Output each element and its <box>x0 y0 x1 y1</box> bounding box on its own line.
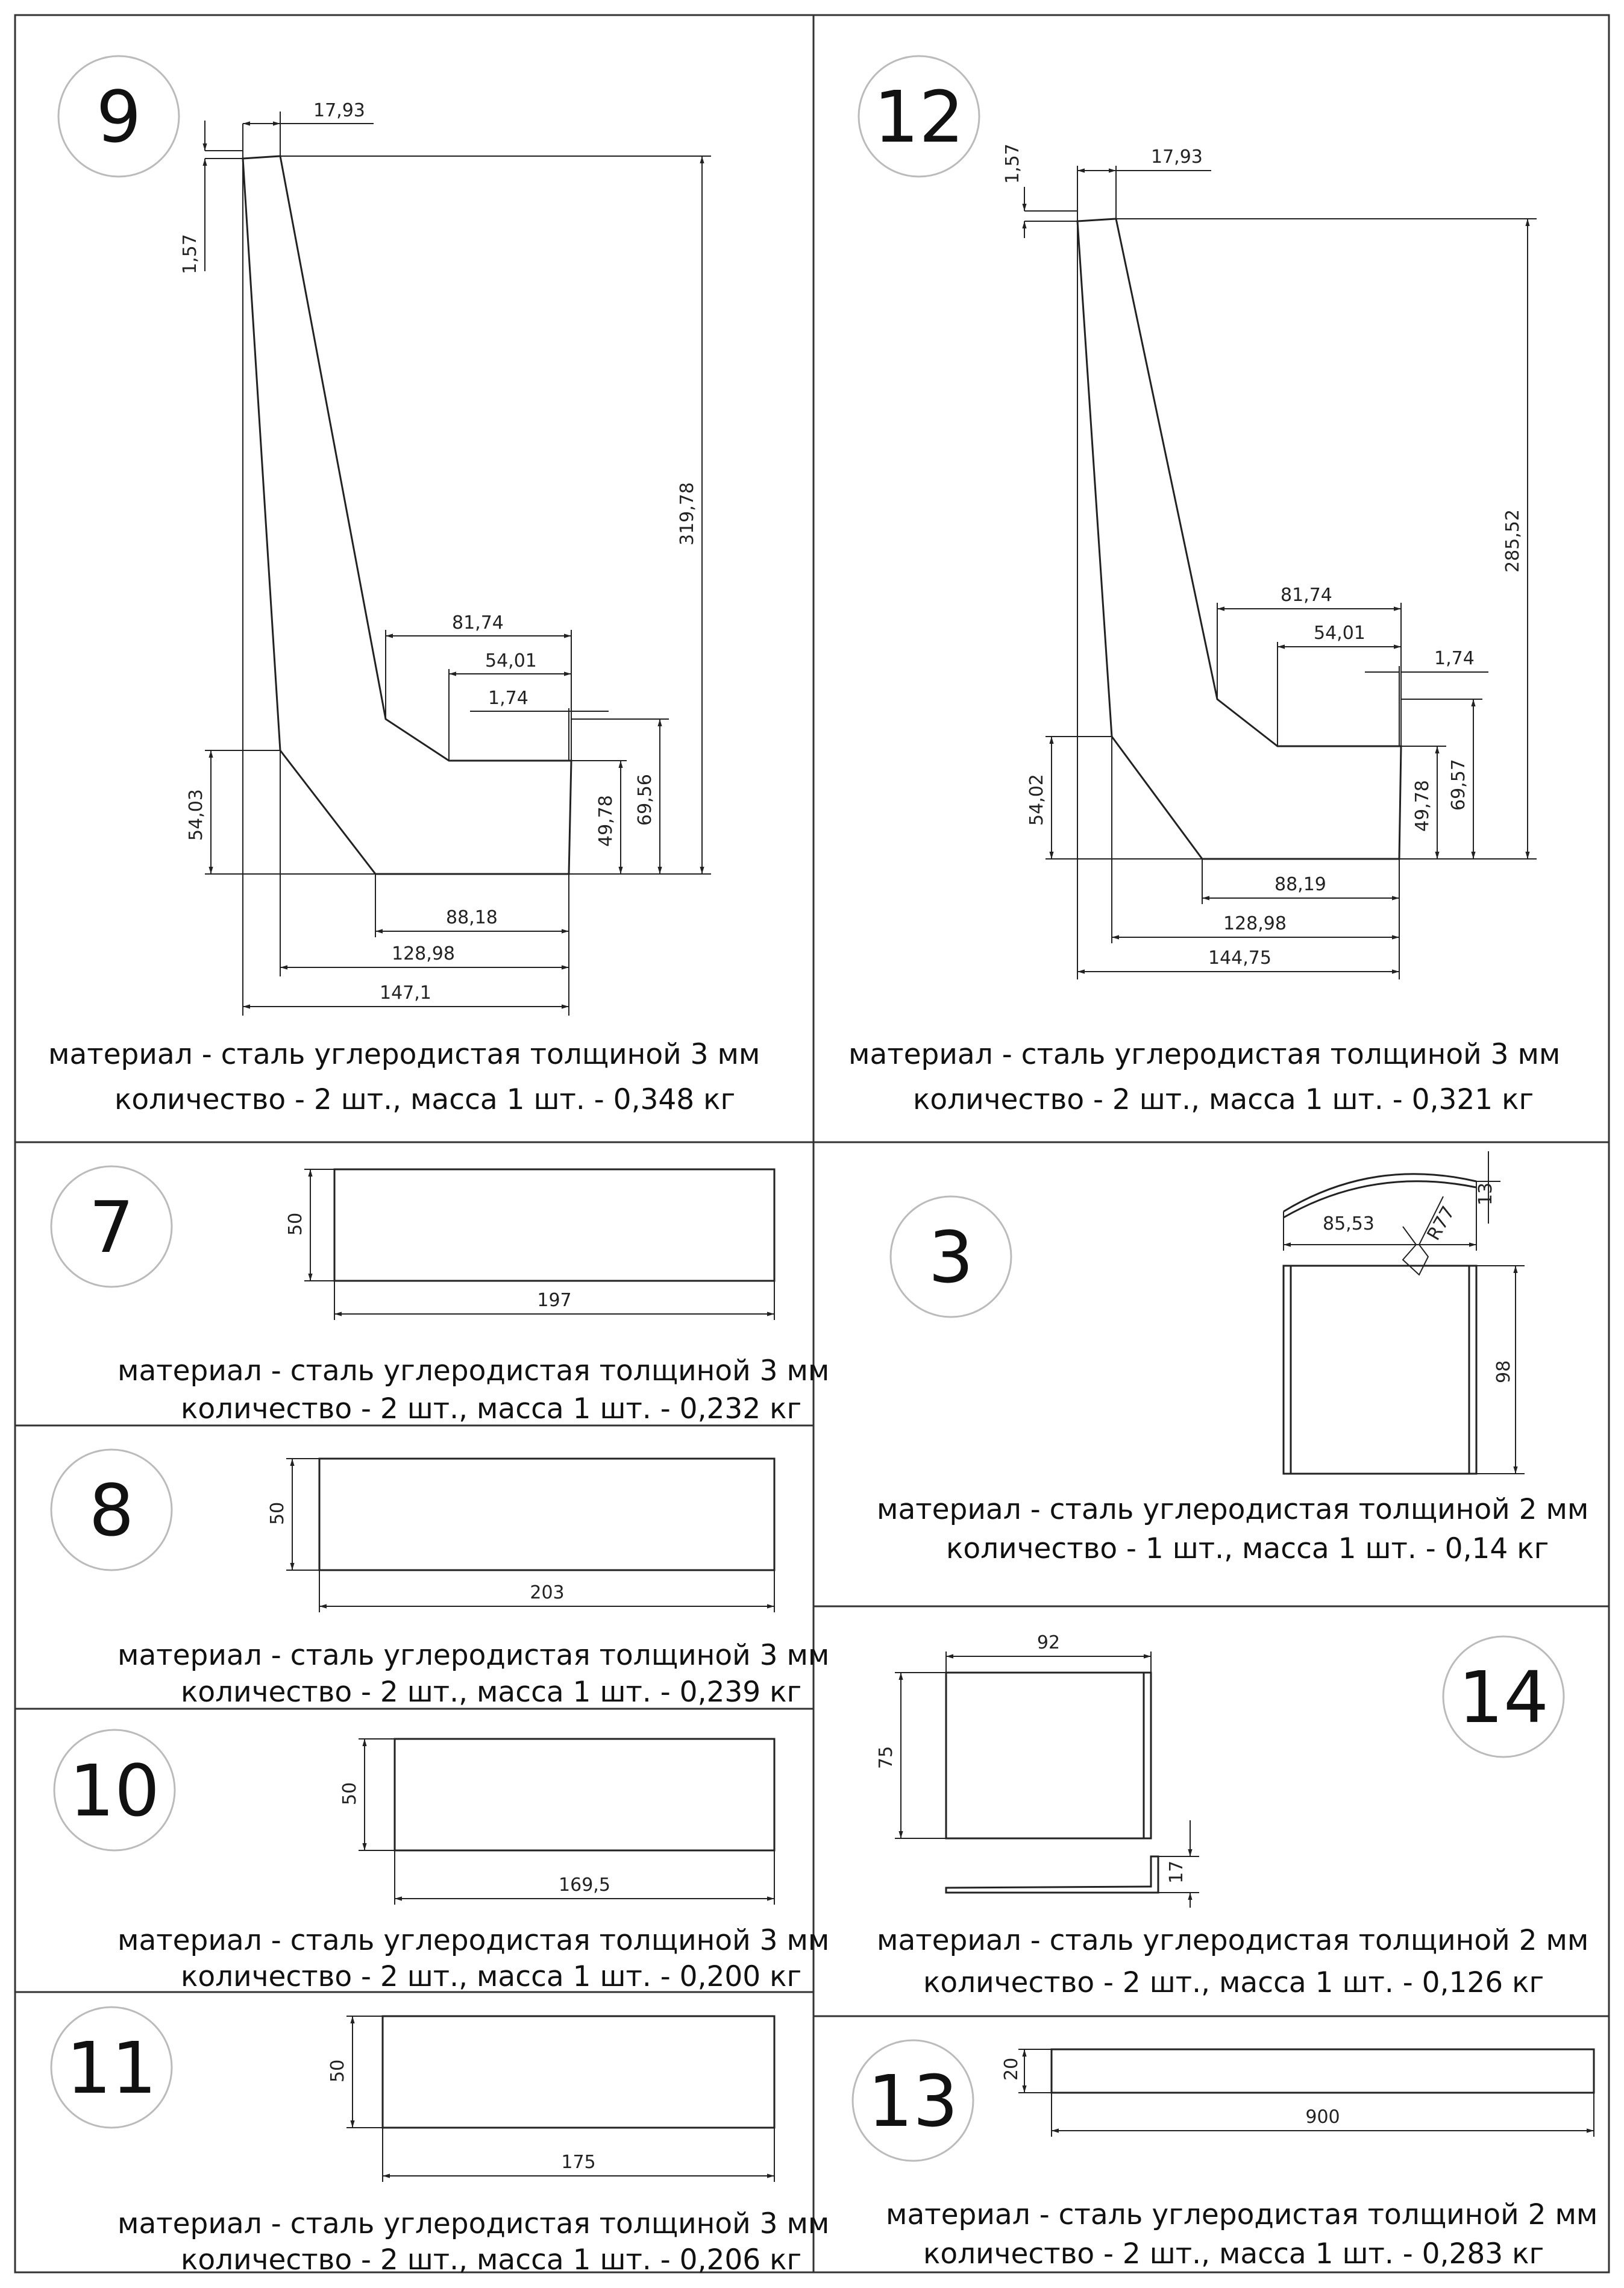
quantity-note: количество - 1 шт., масса 1 шт. - 0,14 кг <box>946 1532 1549 1565</box>
dim-edge-offset: 1,74 <box>488 688 528 709</box>
quantity-note: количество - 2 шт., масса 1 шт. - 0,348 кг <box>114 1083 736 1116</box>
material-note: материал - сталь углеродистая толщиной 2 мм <box>877 1493 1589 1526</box>
dim-overall-width: 144,75 <box>1208 948 1271 969</box>
part-7-cell <box>51 1166 829 1425</box>
part-12-cell <box>848 56 1560 1116</box>
part-number: 11 <box>66 2026 157 2110</box>
dim-height: 50 <box>327 2059 348 2082</box>
part-number: 9 <box>96 75 142 159</box>
dim-arc-radius: R77 <box>1423 1202 1459 1244</box>
part-7-outline <box>334 1169 774 1281</box>
quantity-note: количество - 2 шт., масса 1 шт. - 0,206 кг <box>181 2243 802 2277</box>
quantity-note: количество - 2 шт., масса 1 шт. - 0,321 кг <box>913 1083 1534 1116</box>
dim-overall-width: 147,1 <box>380 982 431 1004</box>
dim-width: 203 <box>530 1582 565 1603</box>
dim-tip: 1,57 <box>1002 143 1023 184</box>
part-number: 13 <box>867 2060 959 2143</box>
part-number: 14 <box>1458 1656 1549 1739</box>
dim-arc-chord: 85,53 <box>1323 1213 1375 1234</box>
part-11-outline <box>383 2016 774 2128</box>
material-note: материал - сталь углеродистая толщиной 2 мм <box>877 1924 1589 1957</box>
dim-total-height: 285,52 <box>1502 509 1523 573</box>
dim-notch-width: 54,01 <box>485 650 537 671</box>
part-number: 7 <box>89 1186 134 1269</box>
part-number: 12 <box>873 75 965 159</box>
dim-base-width: 88,19 <box>1274 874 1326 895</box>
dim-arc-rise: 13 <box>1475 1182 1496 1205</box>
part-number: 3 <box>928 1216 974 1299</box>
dim-width: 92 <box>1036 1632 1061 1653</box>
dim-edge-offset: 1,74 <box>1434 648 1475 669</box>
part-10-cell <box>54 1730 829 1993</box>
part-11-cell <box>51 2007 829 2277</box>
part-14-outline <box>946 1673 1151 1838</box>
material-note: материал - сталь углеродистая толщиной 2 мм <box>886 2198 1598 2231</box>
dim-step-height: 49,78 <box>1412 780 1433 832</box>
dim-height: 75 <box>876 1746 897 1769</box>
dim-base-width: 88,18 <box>446 907 498 928</box>
material-note: материал - сталь углеродистая толщиной 3 мм <box>848 1038 1561 1071</box>
quantity-note: количество - 2 шт., масса 1 шт. - 0,126 кг <box>923 1966 1544 1999</box>
quantity-note: количество - 2 шт., масса 1 шт. - 0,232 кг <box>181 1392 802 1425</box>
material-note: материал - сталь углеродистая толщиной 3 мм <box>118 2207 830 2240</box>
part-8-outline <box>319 1459 774 1570</box>
dim-width: 169,5 <box>559 1875 610 1896</box>
dim-mid-width: 128,98 <box>392 943 455 964</box>
dim-seat-width: 81,74 <box>1281 585 1332 606</box>
dim-top-width: 17,93 <box>1151 146 1203 168</box>
dim-flange: 17 <box>1166 1860 1187 1884</box>
dim-height: 20 <box>1001 2057 1022 2081</box>
dim-left-height: 54,02 <box>1026 774 1047 826</box>
material-note: материал - сталь углеродистая толщиной 3 мм <box>48 1038 760 1071</box>
quantity-note: количество - 2 шт., масса 1 шт. - 0,239 кг <box>181 1676 802 1709</box>
dim-height: 50 <box>285 1212 306 1236</box>
part-9-cell <box>48 56 760 1116</box>
dim-height: 50 <box>267 1501 288 1525</box>
part-10-outline <box>395 1739 774 1850</box>
part-3-outline <box>1284 1266 1476 1474</box>
part-3-cell <box>877 1151 1588 1565</box>
dim-width: 175 <box>561 2152 596 2173</box>
material-note: материал - сталь углеродистая толщиной 3 мм <box>118 1639 830 1672</box>
part-number: 10 <box>69 1749 160 1832</box>
dim-seat-height: 69,57 <box>1448 759 1469 811</box>
material-note: материал - сталь углеродистая толщиной 3 мм <box>118 1354 830 1388</box>
dim-width: 900 <box>1305 2107 1340 2128</box>
quantity-note: количество - 2 шт., масса 1 шт. - 0,283 кг <box>923 2237 1544 2271</box>
part-13-outline <box>1052 2049 1594 2093</box>
dim-mid-width: 128,98 <box>1223 913 1287 934</box>
dim-height: 98 <box>1493 1360 1514 1383</box>
part-12-outline <box>1077 219 1401 859</box>
material-note: материал - сталь углеродистая толщиной 3 мм <box>118 1924 830 1957</box>
dim-total-height: 319,78 <box>677 482 698 545</box>
part-14-profile <box>946 1856 1158 1893</box>
dim-notch-width: 54,01 <box>1314 623 1365 644</box>
dim-height: 50 <box>339 1782 360 1805</box>
dim-left-height: 54,03 <box>186 789 207 841</box>
part-3-arc <box>1284 1174 1476 1212</box>
part-13-cell <box>853 2040 1597 2271</box>
quantity-note: количество - 2 шт., масса 1 шт. - 0,200 кг <box>181 1960 802 1993</box>
dim-width: 197 <box>537 1290 572 1311</box>
dim-top-width: 17,93 <box>313 100 365 121</box>
dim-seat-height: 69,56 <box>635 774 656 826</box>
part-number: 8 <box>89 1469 134 1552</box>
dim-tip: 1,57 <box>180 234 201 274</box>
part-9-outline <box>243 156 571 874</box>
part-14-cell <box>876 1632 1588 1999</box>
dim-step-height: 49,78 <box>595 795 616 847</box>
part-8-cell <box>51 1450 829 1709</box>
dim-seat-width: 81,74 <box>452 612 504 633</box>
